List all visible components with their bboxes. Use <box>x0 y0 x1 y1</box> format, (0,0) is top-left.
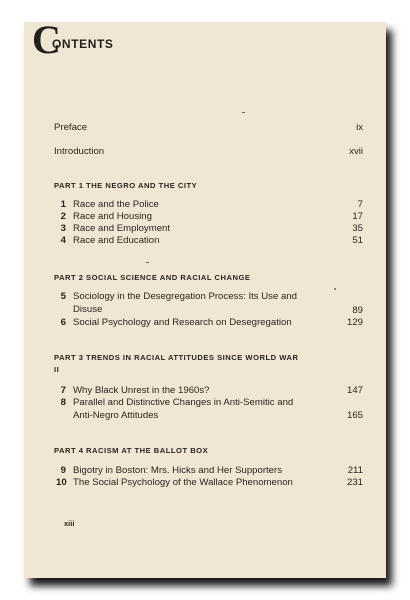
chapter-number: 8 <box>60 397 66 408</box>
part-heading-4: PART 4 RACISM AT THE BALLOT BOX <box>54 446 209 455</box>
chapter-number: 9 <box>60 465 66 476</box>
toc-entry-preface: Preface <box>54 122 88 133</box>
page-folio: xiii <box>64 519 75 528</box>
chapter-title: Sociology in the Desegregation Process: Its Use and Disuse <box>73 291 297 315</box>
chapter-number: 1 <box>60 199 66 210</box>
chapter-number: 4 <box>60 235 66 246</box>
chapter-number: 5 <box>60 291 66 302</box>
chapter-page: 17 <box>352 211 363 222</box>
contents-page <box>24 17 386 578</box>
chapter-title: Social Psychology and Research on Desegregation <box>73 317 292 328</box>
chapter-page: 147 <box>346 385 363 396</box>
chapter-title: Race and Education <box>73 235 160 246</box>
toc-entry-introduction: Introduction <box>54 146 105 157</box>
chapter-page: 129 <box>346 317 363 328</box>
heading-initial: C <box>32 17 61 62</box>
paper-speck <box>146 262 149 263</box>
toc-page-introduction: xvii <box>349 146 363 157</box>
chapter-page: 7 <box>357 199 363 210</box>
chapter-title: Why Black Unrest in the 1960s? <box>73 385 210 396</box>
chapter-page: 231 <box>346 477 363 488</box>
part-heading-1: PART 1 THE NEGRO AND THE CITY <box>54 181 198 190</box>
chapter-title: Bigotry in Boston: Mrs. Hicks and Her Supporters <box>73 465 283 476</box>
chapter-title: Race and Employment <box>73 223 171 234</box>
paper-speck <box>334 288 336 290</box>
chapter-number: 10 <box>56 477 67 488</box>
chapter-page: 35 <box>352 223 363 234</box>
part-heading-2: PART 2 SOCIAL SCIENCE AND RACIAL CHANGE <box>54 273 251 282</box>
chapter-page: 211 <box>347 465 363 476</box>
chapter-page: 51 <box>352 235 363 246</box>
heading-text: ONTENTS <box>52 37 114 51</box>
chapter-title: The Social Psychology of the Wallace Phenomenon <box>73 477 293 488</box>
chapter-number: 3 <box>60 223 66 234</box>
paper-speck <box>242 112 245 113</box>
chapter-title: Parallel and Distinctive Changes in Anti-Semitic and Anti-Negro Attitudes <box>73 397 294 421</box>
chapter-page: 89 <box>352 305 363 316</box>
toc-page-preface: ix <box>356 122 363 133</box>
chapter-number: 7 <box>60 385 66 396</box>
chapter-number: 6 <box>60 317 66 328</box>
chapter-number: 2 <box>60 211 66 222</box>
part-heading-3: PART 3 TRENDS IN RACIAL ATTITUDES SINCE WORLD WAR II <box>54 353 299 374</box>
chapter-title: Race and Housing <box>73 211 152 222</box>
chapter-page: 165 <box>346 410 363 421</box>
chapter-title: Race and the Police <box>73 199 159 210</box>
